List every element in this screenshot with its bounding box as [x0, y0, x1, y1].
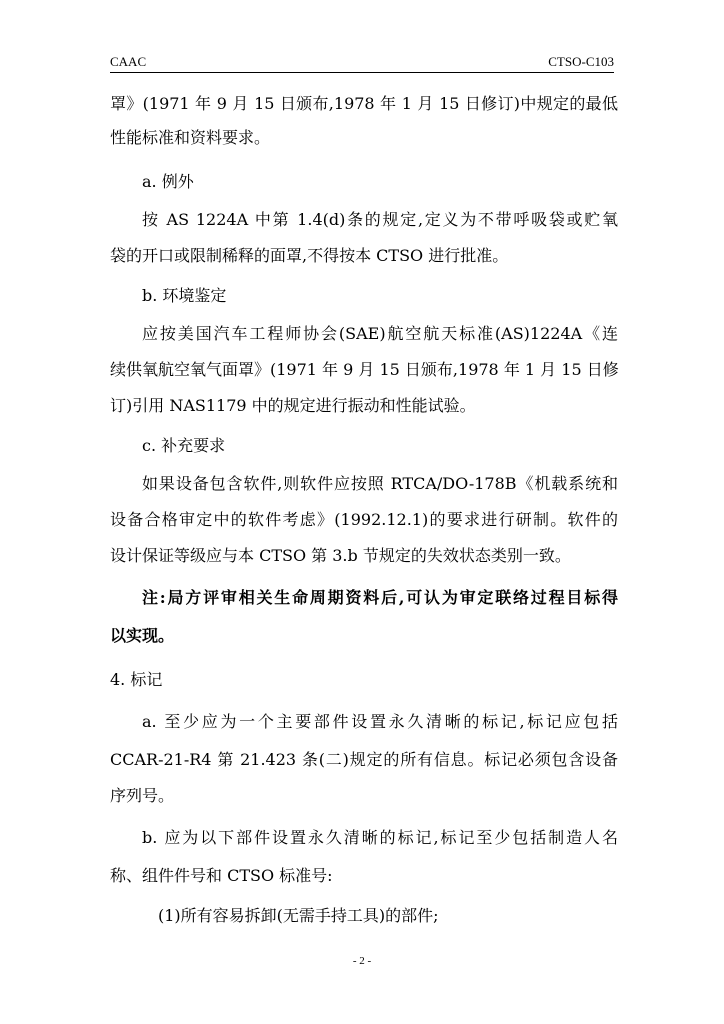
- header-doc-id: CTSO-C103: [548, 54, 614, 69]
- body-line: a. 至少应为一个主要部件设置永久清晰的标记,标记应包括: [142, 712, 618, 731]
- body-line: 序列号。: [110, 786, 175, 805]
- body-line: 性能标准和资料要求。: [110, 128, 271, 147]
- subsection-heading: c. 补充要求: [142, 436, 226, 455]
- body-line: CCAR-21-R4 第 21.423 条(二)规定的所有信息。标记必须包含设备: [110, 750, 618, 769]
- note-line: 以实现。: [110, 626, 175, 645]
- page-number: - 2 -: [352, 955, 372, 967]
- subsection-heading: a. 例外: [142, 172, 194, 191]
- page-header: [110, 50, 614, 70]
- body-line: 罩》(1971 年 9 月 15 日颁布,1978 年 1 月 15 日修订)中规定的最低: [110, 94, 618, 113]
- body-line: 订)引用 NAS1179 中的规定进行振动和性能试验。: [110, 396, 476, 415]
- list-item: (1)所有容易拆卸(无需手持工具)的部件;: [158, 906, 439, 925]
- body-line: 应按美国汽车工程师协会(SAE)航空航天标准(AS)1224A《连: [142, 324, 618, 343]
- body-line: 如果设备包含软件,则软件应按照 RTCA/DO-178B《机载系统和: [142, 474, 618, 493]
- body-line: 袋的开口或限制稀释的面罩,不得按本 CTSO 进行批准。: [110, 246, 509, 265]
- body-line: 设计保证等级应与本 CTSO 第 3.b 节规定的失效状态类别一致。: [110, 546, 571, 565]
- section-heading: 4. 标记: [110, 670, 163, 689]
- header-divider: [110, 72, 614, 73]
- subsection-heading: b. 环境鉴定: [142, 286, 227, 305]
- body-line: 设备合格审定中的软件考虑》(1992.12.1)的要求进行研制。软件的: [110, 510, 618, 529]
- note-line: 注:局方评审相关生命周期资料后,可认为审定联络过程目标得: [142, 588, 618, 607]
- body-line: 称、组件件号和 CTSO 标准号:: [110, 866, 333, 885]
- body-line: 续供氧航空氧气面罩》(1971 年 9 月 15 日颁布,1978 年 1 月 15 日修: [110, 360, 619, 379]
- body-line: 按 AS 1224A 中第 1.4(d)条的规定,定义为不带呼吸袋或贮氧: [142, 210, 618, 229]
- body-line: b. 应为以下部件设置永久清晰的标记,标记至少包括制造人名: [142, 828, 618, 847]
- header-org: CAAC: [110, 54, 147, 69]
